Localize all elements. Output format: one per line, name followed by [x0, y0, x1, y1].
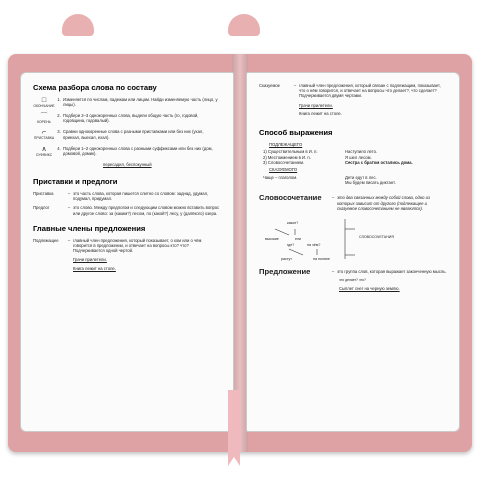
expression-title: Способ выражения — [259, 128, 333, 138]
collocation-box: СЛОВОСОЧЕТАНИЯ — [359, 235, 394, 240]
example-sentence: Грачи прилетели. — [299, 102, 333, 108]
left-page — [20, 72, 234, 432]
morpheme-row: ⌒ КОРЕНЬ 2. Подбери 2–3 однокоренных слова, выдели общую часть (го, годовой, годовщина, годовалый). — [33, 113, 221, 125]
prefix-icon: ⌐ ПРИСТАВКА — [33, 129, 55, 141]
example-sentence: Книга лежит на столе. — [73, 265, 116, 271]
cover-ear-left — [62, 14, 94, 36]
example-words: пересадил, беспокунный — [103, 161, 152, 167]
ending-icon: □ ОКОНЧАНИЕ — [33, 97, 55, 108]
sentence-row: Предложение – это группа слов, которая выражает законченную мысль. — [259, 267, 447, 277]
question-label: что делает? что? — [339, 278, 366, 283]
cover-ear-right — [228, 14, 260, 36]
final-example: Сыплет снег на черную землю. — [339, 286, 400, 292]
preposition-row: Предлог – это слово. Между предлогом и следующим словом можно вставить вопрос или другое слово: за (каким?) лесом, по (какой?) лесу, у (далёкого) озера. — [33, 205, 220, 216]
subject-row: Подлежащее – главный член предложения, который показывает, о ком или о чём говорится в предложении, и отвечает на вопросы кто? что? Подчеркивается одной чертой. — [33, 237, 202, 254]
morpheme-row: □ ОКОНЧАНИЕ 1. Изменяется по числам, падежам или лицам. Найди изменяемую часть (лицо, у лицы). — [33, 97, 218, 108]
morpheme-row: ⌐ ПРИСТАВКА 3. Сравни однокоренные слова с разными приставками или без них (ухал, приехал, выехал, ехал). — [33, 129, 204, 141]
main-members-title: Главные члены предложения — [33, 223, 146, 233]
suffix-icon: ∧ СУФФИКС — [35, 145, 53, 157]
predicate-label: СКАЗУЕМОГО — [269, 167, 298, 173]
root-icon: ⌒ КОРЕНЬ — [37, 113, 51, 125]
collocation-row: Словосочетание – это два связанных между собой слова, одно из которых зависит от другого (подлежащее и сказуемое словосочетанием не являются). — [259, 193, 430, 211]
sentence-title: Предложение — [259, 267, 311, 277]
predicate-row: Сказуемое – главный член предложения, который связан с подлежащим, показывает, что о нём говорится, и отвечает на вопросы что делает?, что сделает? Подчеркивается двумя чертами. — [259, 83, 441, 99]
example-sentence: Книга лежит на столе. — [299, 110, 342, 116]
collocation-diagram: какое? высокие ели где? на чём? растут на поляне СЛОВОСОЧЕТАНИЯ — [259, 215, 447, 263]
left-title: Схема разбора слова по составу — [33, 83, 157, 92]
bookmark-ribbon — [228, 390, 240, 466]
prefix-section-title: Приставки и предлоги — [33, 177, 118, 187]
morpheme-row: ∧ СУФФИКС 4. Подбери 1–2 однокоренных слова с разными суффиксами или без них (дом, домовой, домик). — [33, 146, 221, 158]
right-page: Сказуемое – главный член предложения, который связан с подлежащим, показывает, что о нём говорится, и отвечает на вопросы что делает?, что сделает? Подчеркивается двумя чертами. Грачи прилетели. Книга лежит на столе. Способ выражения ПОДЛЕЖАЩЕГО 1) Существительным в И. п. Наступило лето. 2) Местоимением в И. п. Я шел лесом. 3) Словосочетанием. Сестра с братом остались дома. СКАЗУЕМОГО Чаще – глаголом. Дети едут в лес. Мы будем писать диктант. Словосочетание – это два связанных между собой слова, одно из которых зависит от другого (подлежащее и сказуемое словосочетанием не являются). какое? высокие ели где? на чём? растут на поляне СЛОВОСОЧЕТАНИЯ Предложение – это группа слов, которая выражает законченную мысль. что делает? что? Сыплет снег на черную землю. — [246, 72, 460, 432]
subject-label: ПОДЛЕЖАЩЕГО — [269, 142, 303, 148]
example-sentence: Грачи прилетели. — [73, 257, 107, 263]
collocation-title: Словосочетание — [259, 193, 322, 203]
prefix-row: Приставка – это часть слова, которая пишется слитно со словом: заднад, удумал, подумал, придумал. — [33, 191, 209, 202]
